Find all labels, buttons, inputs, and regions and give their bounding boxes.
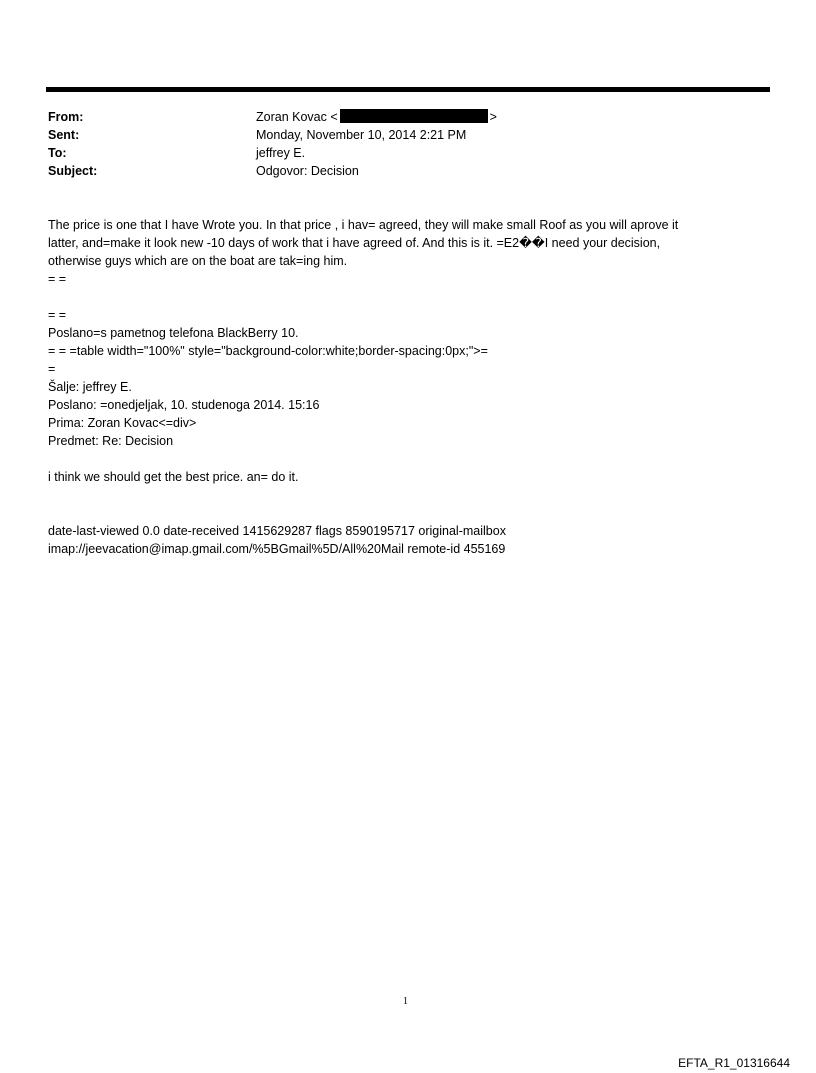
- body-line: date-last-viewed 0.0 date-received 1415629287 flags 8590195717 original-mailbox: [48, 524, 506, 538]
- body-line: imap://jeevacation@imap.gmail.com/%5BGmail%5D/All%20Mail remote-id 455169: [48, 542, 506, 556]
- from-name: Zoran Kovac <: [256, 110, 338, 124]
- body-line: = =: [48, 272, 67, 286]
- body-line: Predmet: Re: Decision: [48, 434, 174, 448]
- top-divider: [46, 87, 770, 92]
- body-line: Poslano: =onedjeljak, 10. studenoga 2014. 15:16: [48, 398, 320, 412]
- body-line: =: [48, 362, 56, 376]
- from-value: [256, 108, 497, 126]
- body-line: otherwise guys which are on the boat are tak=ing him.: [48, 254, 348, 268]
- footer-document-id: EFTA_R1_01316644: [678, 1056, 790, 1070]
- to-label: To:: [48, 146, 67, 160]
- subject-label: Subject:: [48, 164, 98, 178]
- body-line: = =: [48, 308, 67, 322]
- body-line: Poslano=s pametnog telefona BlackBerry 10.: [48, 326, 299, 340]
- body-line: The price is one that I have Wrote you. In that price , i hav= agreed, they will make small Roof as you will aprove it: [48, 218, 679, 232]
- body-line: latter, and=make it look new -10 days of work that i have agreed of. And this is it. =E2��I need your decision,: [48, 236, 661, 250]
- from-label: From:: [48, 110, 84, 124]
- sent-value: Monday, November 10, 2014 2:21 PM: [256, 128, 467, 142]
- subject-value: Odgovor: Decision: [256, 164, 359, 178]
- page-number: 1: [403, 996, 408, 1007]
- redaction-box: [340, 109, 488, 123]
- body-line: i think we should get the best price. an= do it.: [48, 470, 299, 484]
- sent-label: Sent:: [48, 128, 80, 142]
- body-line: Prima: Zoran Kovac<=div>: [48, 416, 197, 430]
- body-line: = = =table width="100%" style="background-color:white;border-spacing:0px;">=: [48, 344, 488, 358]
- body-line: Šalje: jeffrey E.: [48, 380, 132, 394]
- from-close: >: [489, 110, 497, 124]
- to-value: jeffrey E.: [256, 146, 306, 160]
